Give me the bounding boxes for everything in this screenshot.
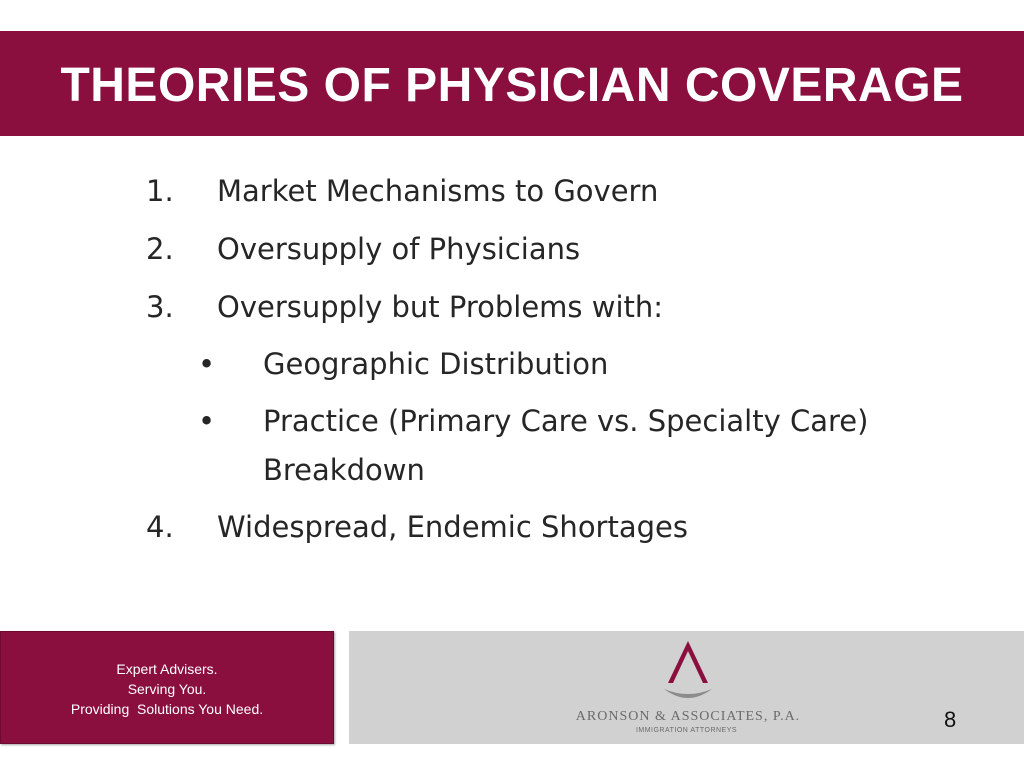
page-number: 8 bbox=[944, 707, 957, 732]
title-bar bbox=[0, 31, 1024, 136]
list-item-text: Market Mechanisms to Govern bbox=[217, 174, 659, 208]
sub-item-text: Practice (Primary Care vs. Specialty Care) bbox=[263, 404, 869, 438]
firm-name: ARONSON & ASSOCIATES, P.A. bbox=[575, 709, 801, 724]
sub-item-text-continued: Breakdown bbox=[263, 453, 425, 487]
list-item-marker: 1. bbox=[146, 174, 174, 208]
list-item-marker: 3. bbox=[146, 290, 174, 324]
list-item-text: Oversupply of Physicians bbox=[217, 232, 581, 266]
tagline-line: Providing Solutions You Need. bbox=[70, 700, 264, 717]
sub-bullet-marker: • bbox=[198, 404, 216, 438]
tagline-line: Serving You. bbox=[127, 680, 207, 697]
footer-logo-panel bbox=[349, 631, 1024, 744]
list-item-marker: 2. bbox=[146, 232, 174, 266]
list-item-marker: 4. bbox=[146, 510, 174, 544]
list-item-text: Oversupply but Problems with: bbox=[217, 290, 664, 324]
tagline-line: Expert Advisers. bbox=[116, 660, 218, 677]
arch-logo-icon bbox=[662, 639, 714, 703]
sub-item-text: Geographic Distribution bbox=[263, 347, 609, 381]
footer-tagline-box bbox=[0, 631, 334, 744]
list-item-text: Widespread, Endemic Shortages bbox=[217, 510, 688, 544]
firm-subtitle: IMMIGRATION ATTORNEYS bbox=[635, 727, 738, 734]
sub-bullet-marker: • bbox=[198, 347, 216, 381]
slide-title: THEORIES OF PHYSICIAN COVERAGE bbox=[60, 59, 964, 112]
